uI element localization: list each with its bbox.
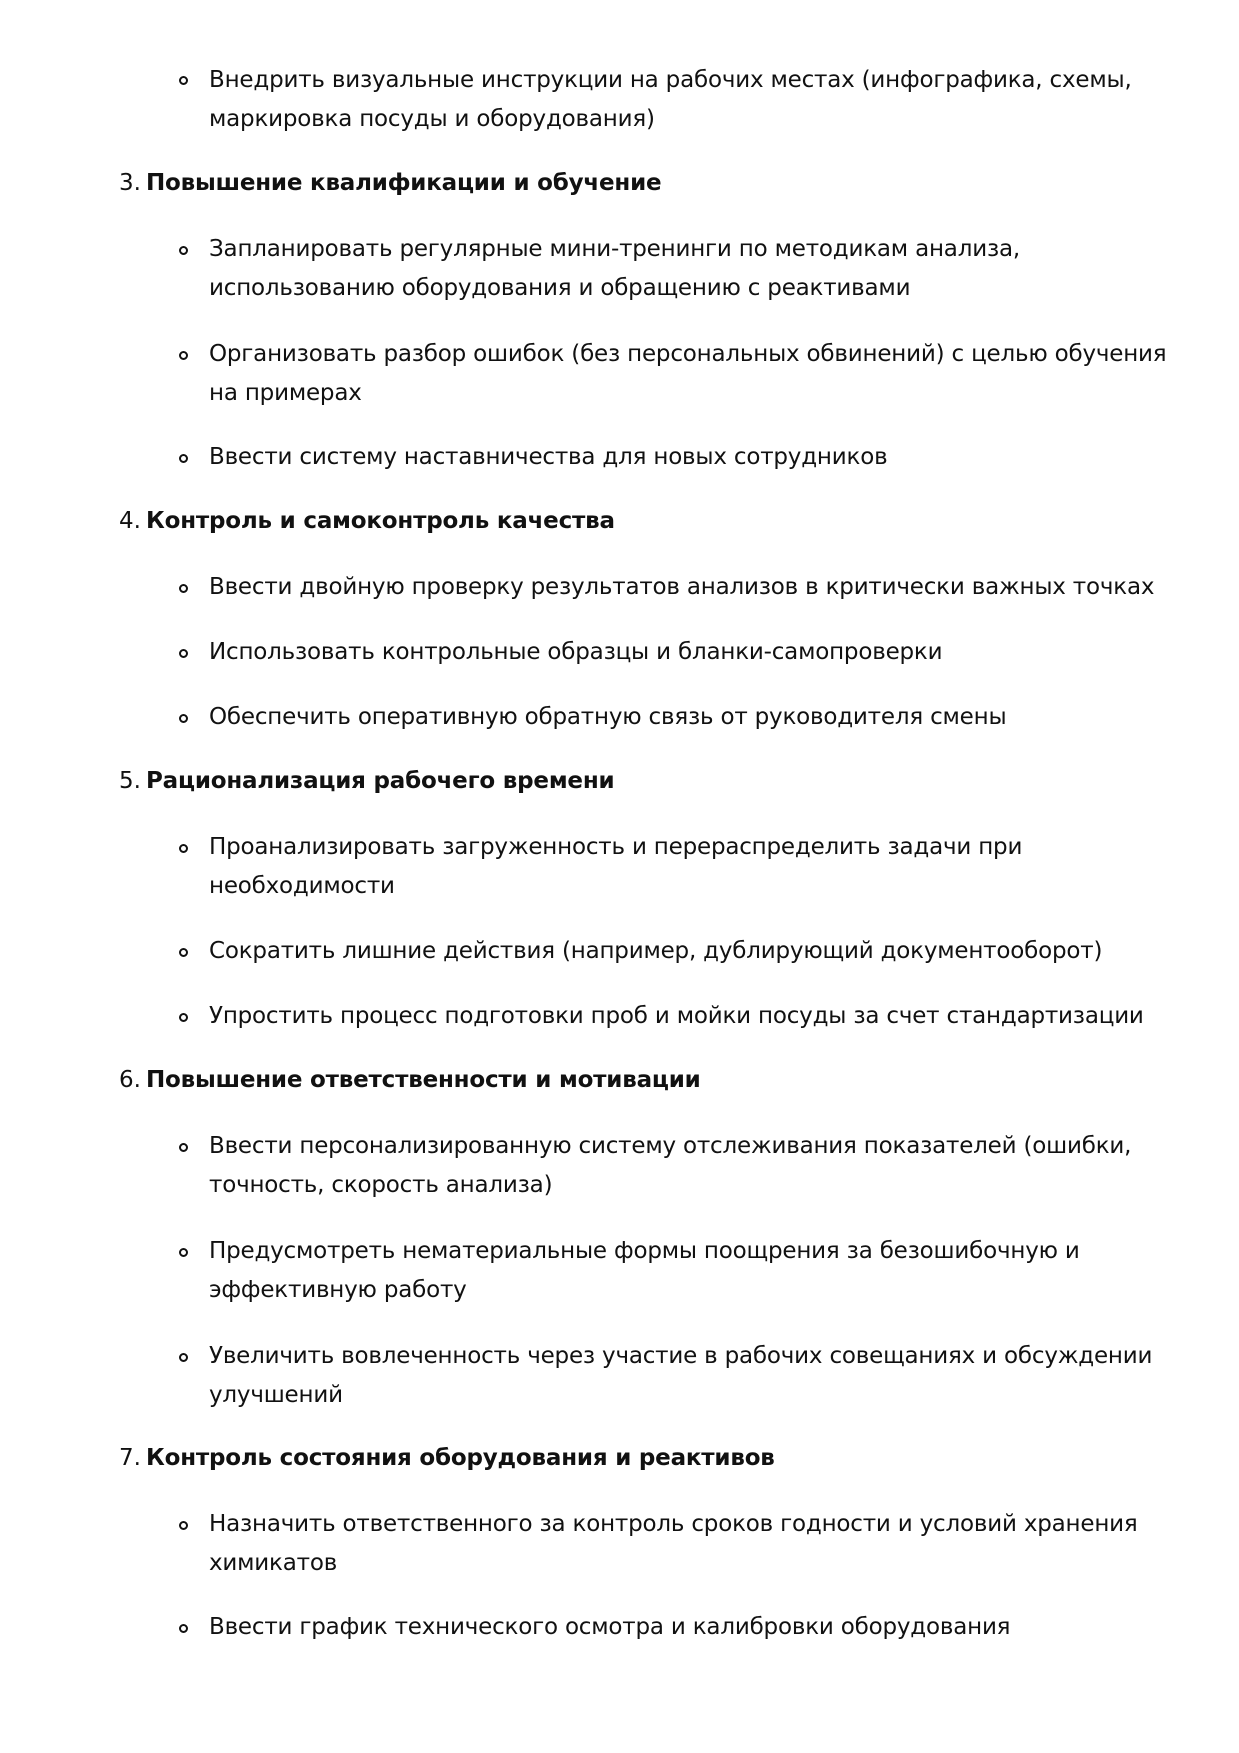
list-item-line: точность, скорость анализа) (209, 1172, 553, 1198)
bullet-circle-icon (179, 948, 188, 957)
section-heading: Повышение ответственности и мотивации (146, 1067, 701, 1093)
list-item-line: химикатов (209, 1550, 338, 1576)
list-item-line: Сократить лишние действия (например, дублирующий документооборот) (209, 938, 1103, 964)
list-item-line: Ввести двойную проверку результатов анализов в критически важных точках (209, 574, 1155, 600)
bullet-circle-icon (179, 1624, 188, 1633)
list-item-line: Организовать разбор ошибок (без персональных обвинений) с целью обучения (209, 341, 1167, 367)
list-item-line: Увеличить вовлеченность через участие в рабочих совещаниях и обсуждении (209, 1343, 1153, 1369)
list-item-line: Использовать контрольные образцы и бланки-самопроверки (209, 639, 943, 665)
list-item-line: Ввести персонализированную систему отслеживания показателей (ошибки, (209, 1133, 1132, 1159)
section-number: 3. (119, 170, 141, 196)
bullet-circle-icon (179, 649, 188, 658)
list-item-line: Ввести график технического осмотра и калибровки оборудования (209, 1614, 1011, 1640)
section-number: 7. (119, 1445, 141, 1471)
list-item-line: эффективную работу (209, 1277, 467, 1303)
bullet-circle-icon (179, 1143, 188, 1152)
bullet-circle-icon (179, 246, 188, 255)
bullet-circle-icon (179, 351, 188, 360)
bullet-circle-icon (179, 1521, 188, 1530)
list-item-line: Проанализировать загруженность и перераспределить задачи при (209, 834, 1023, 860)
list-item-line: маркировка посуды и оборудования) (209, 106, 655, 132)
list-item-line: улучшений (209, 1382, 343, 1408)
bullet-circle-icon (179, 714, 188, 723)
section-number: 5. (119, 768, 141, 794)
bullet-circle-icon (179, 844, 188, 853)
section-number: 6. (119, 1067, 141, 1093)
section-heading: Контроль и самоконтроль качества (146, 508, 615, 534)
bullet-circle-icon (179, 1013, 188, 1022)
list-item-line: Предусмотреть нематериальные формы поощрения за безошибочную и (209, 1238, 1080, 1264)
list-item-line: Назначить ответственного за контроль сроков годности и условий хранения (209, 1511, 1138, 1537)
list-item-line: Запланировать регулярные мини-тренинги по методикам анализа, (209, 236, 1020, 262)
bullet-circle-icon (179, 1248, 188, 1257)
list-item-line: Ввести систему наставничества для новых сотрудников (209, 444, 888, 470)
list-item-line: Упростить процесс подготовки проб и мойки посуды за счет стандартизации (209, 1003, 1144, 1029)
list-item-line: необходимости (209, 873, 395, 899)
bullet-circle-icon (179, 584, 188, 593)
section-heading: Контроль состояния оборудования и реактивов (146, 1445, 775, 1471)
section-heading: Рационализация рабочего времени (146, 768, 615, 794)
list-item-line: на примерах (209, 380, 362, 406)
bullet-circle-icon (179, 76, 188, 85)
list-item-line: Внедрить визуальные инструкции на рабочих местах (инфографика, схемы, (209, 67, 1132, 93)
bullet-circle-icon (179, 1353, 188, 1362)
section-heading: Повышение квалификации и обучение (146, 170, 662, 196)
section-number: 4. (119, 508, 141, 534)
list-item-line: Обеспечить оперативную обратную связь от руководителя смены (209, 704, 1007, 730)
bullet-circle-icon (179, 454, 188, 463)
list-item-line: использованию оборудования и обращению с реактивами (209, 275, 911, 301)
